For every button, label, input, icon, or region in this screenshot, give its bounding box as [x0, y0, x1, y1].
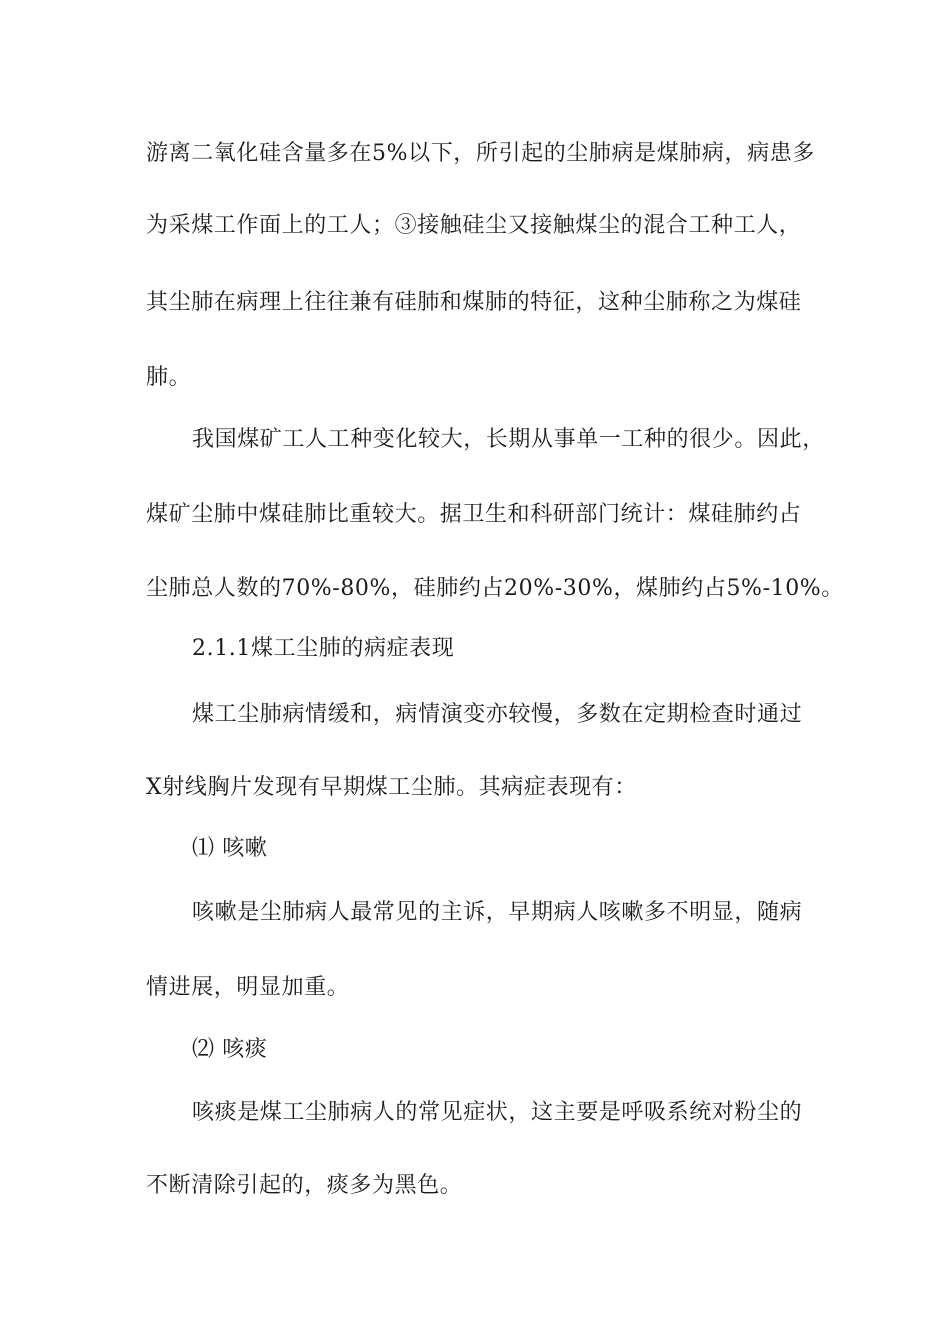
paragraph-line: 为采煤工作面上的工人；③接触硅尘又接触煤尘的混合工种工人， [146, 213, 802, 238]
paragraph-line: 煤矿尘肺中煤硅肺比重较大。据卫生和科研部门统计：煤硅肺约占 [146, 502, 802, 527]
paragraph-line: 游离二氧化硅含量多在5%以下，所引起的尘肺病是煤肺病，病患多 [146, 141, 815, 166]
section-heading: 2.1.1煤工尘肺的病症表现 [192, 636, 455, 661]
paragraph-line: 咳嗽是尘肺病人最常见的主诉，早期病人咳嗽多不明显，随病 [192, 900, 803, 925]
paragraph-line: X射线胸片发现有早期煤工尘肺。其病症表现有： [146, 775, 637, 800]
paragraph-line: 其尘肺在病理上往往兼有硅肺和煤肺的特征，这种尘肺称之为煤硅 [146, 290, 802, 315]
list-item-heading: ⑵ 咳痰 [192, 1037, 268, 1062]
paragraph-line: 煤工尘肺病情缓和，病情演变亦较慢，多数在定期检查时通过 [192, 702, 803, 727]
paragraph-line: 情进展，明显加重。 [146, 975, 350, 1000]
paragraph-line: 尘肺总人数的70%-80%，硅肺约占20%-30%，煤肺约占5%-10%。 [146, 576, 844, 601]
paragraph-line: 不断清除引起的，痰多为黑色。 [146, 1173, 463, 1198]
list-item-heading: ⑴ 咳嗽 [192, 836, 268, 861]
paragraph-line: 肺。 [146, 365, 192, 390]
paragraph-line: 咳痰是煤工尘肺病人的常见症状，这主要是呼吸系统对粉尘的 [192, 1100, 803, 1125]
paragraph-line: 我国煤矿工人工种变化较大，长期从事单一工种的很少。因此， [192, 427, 825, 452]
